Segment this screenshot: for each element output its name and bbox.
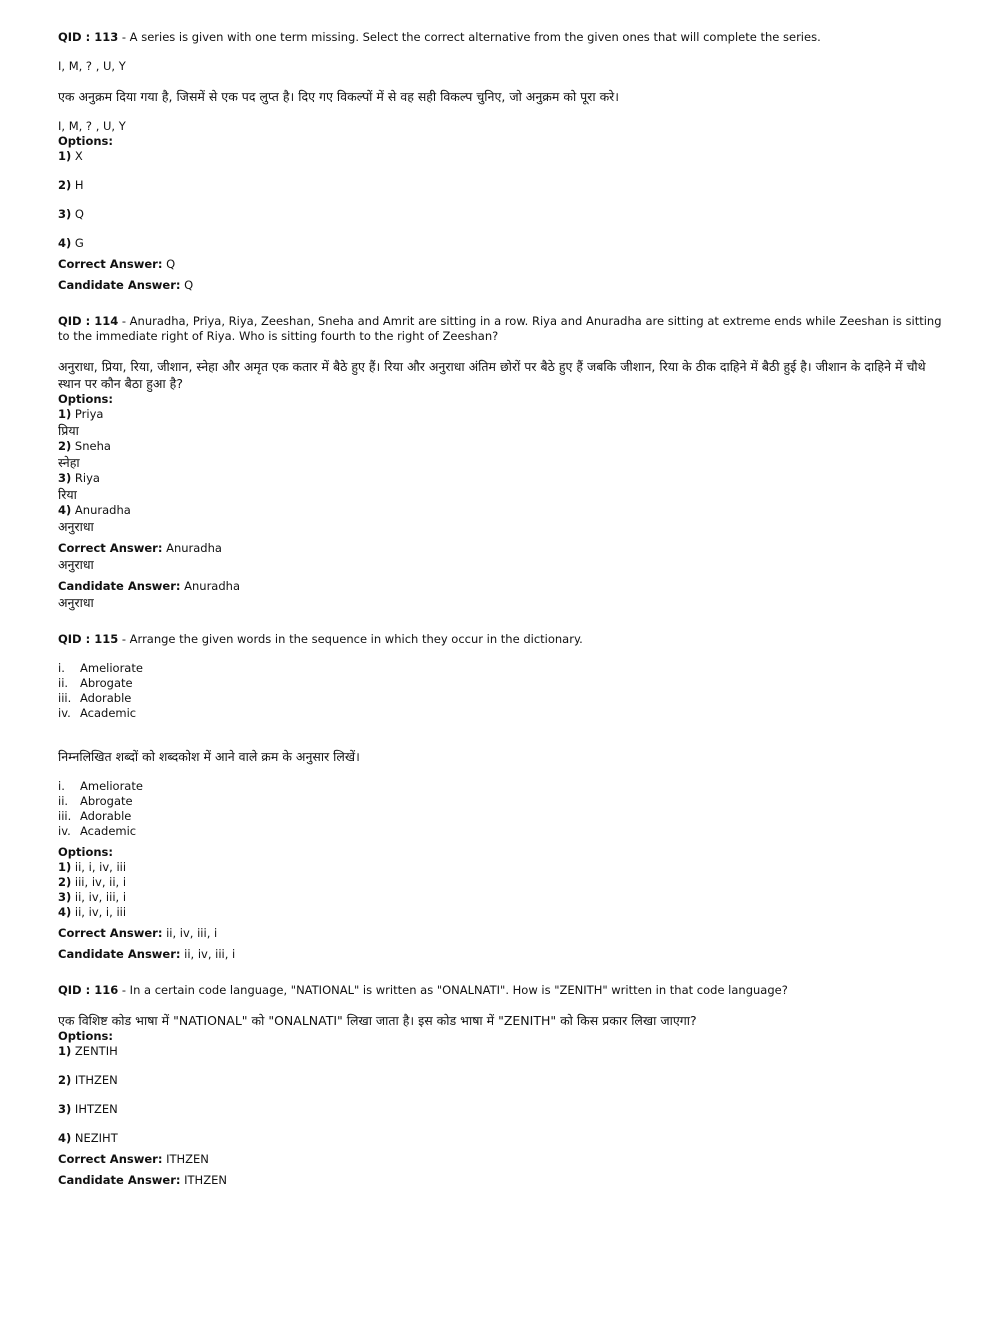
qid-label: QID : 113 [58,30,119,44]
option-4: 4) G [58,236,84,250]
word-item: iii. Adorable [58,809,132,823]
correct-answer: Correct Answer: ITHZEN [58,1152,209,1166]
options-label: Options: [58,134,113,148]
option-3: 3) ii, iv, iii, i [58,890,127,904]
question-113 [58,30,948,293]
candidate-answer: Candidate Answer: ITHZEN [58,1173,227,1187]
series-en: I, M, ? , U, Y [58,59,126,73]
correct-answer: Correct Answer: Anuradha [58,541,222,555]
qid-label: QID : 116 [58,983,119,997]
option-3: 3) IHTZEN [58,1102,118,1116]
option-1: 1) ii, i, iv, iii [58,860,127,874]
candidate-answer: Candidate Answer: ii, iv, iii, i [58,947,236,961]
option-2: 2) ITHZEN [58,1073,118,1087]
question-text-en: QID : 115 - Arrange the given words in the sequence in which they occur in the dictionary. [58,632,583,646]
option-3-hi: रिया [58,487,77,502]
option-2: 2) H [58,178,84,192]
question-116 [58,983,948,1188]
option-4: 4) ii, iv, i, iii [58,905,127,919]
question-text-hi: निम्नलिखित शब्दों को शब्दकोश में आने वाले क्रम के अनुसार लिखें। [58,749,360,764]
question-text-hi: एक विशिष्ट कोड भाषा में "NATIONAL" को "ONALNATI" लिखा जाता है। इस कोड भाषा में "ZENITH" को किस प्रकार लिखा जाएगा? [58,1013,697,1028]
option-1: 1) Priya [58,407,104,421]
option-2-hi: स्नेहा [58,455,80,470]
word-item: i. Ameliorate [58,661,143,675]
question-114 [58,314,948,611]
qid-label: QID : 114 [58,314,119,328]
qid-label: QID : 115 [58,632,119,646]
option-1: 1) X [58,149,83,163]
word-item: i. Ameliorate [58,779,143,793]
candidate-answer: Candidate Answer: Anuradha [58,579,240,593]
word-item: iv. Academic [58,824,137,838]
options-label: Options: [58,845,113,859]
correct-answer-hi: अनुराधा [58,557,94,572]
option-3: 3) Q [58,207,84,221]
option-3: 3) Riya [58,471,100,485]
option-1-hi: प्रिया [58,423,79,438]
option-4-hi: अनुराधा [58,519,94,534]
question-text-en: QID : 116 - In a certain code language, "NATIONAL" is written as "ONALNATI". How is "ZENITH" written in that code language? [58,983,788,997]
word-item: iii. Adorable [58,691,132,705]
option-1: 1) ZENTIH [58,1044,118,1058]
option-2: 2) Sneha [58,439,111,453]
question-115 [58,632,948,962]
candidate-answer: Candidate Answer: Q [58,278,194,292]
series-hi: I, M, ? , U, Y [58,119,126,133]
correct-answer: Correct Answer: ii, iv, iii, i [58,926,218,940]
options-label: Options: [58,1029,113,1043]
word-item: ii. Abrogate [58,676,133,690]
word-item: iv. Academic [58,706,137,720]
word-item: ii. Abrogate [58,794,133,808]
question-text-hi: एक अनुक्रम दिया गया है, जिसमें से एक पद लुप्त है। दिए गए विकल्पों में से वह सही विकल्प चुनिए, जो अनुक्रम को पूरा करे। [58,89,620,104]
option-2: 2) iii, iv, ii, i [58,875,127,889]
option-4: 4) Anuradha [58,503,131,517]
correct-answer: Correct Answer: Q [58,257,176,271]
document-page [58,30,948,1188]
question-text-en: QID : 114 - Anuradha, Priya, Riya, Zeeshan, Sneha and Amrit are sitting in a row. Riya and Anuradha are sitting at extreme ends while Zeeshan is sitting to the immediate right of Riya. Who is sitting fourth to the right of Zeeshan? [58,314,946,343]
question-text-en: QID : 113 - A series is given with one term missing. Select the correct alternative from the given ones that will complete the series. [58,30,821,44]
candidate-answer-hi: अनुराधा [58,595,94,610]
options-label: Options: [58,392,113,406]
question-text-hi: अनुराधा, प्रिया, रिया, जीशान, स्नेहा और अमृत एक कतार में बैठे हुए हैं। रिया और अनुराधा अंतिम छोरों पर बैठे हुए हैं जबकि जीशान, रिया के ठीक दाहिने में बैठी हुई है। जीशान के दाहिने में चौथे स्थान पर कौन बैठा हुआ है? [58,359,930,391]
option-4: 4) NEZIHT [58,1131,118,1145]
